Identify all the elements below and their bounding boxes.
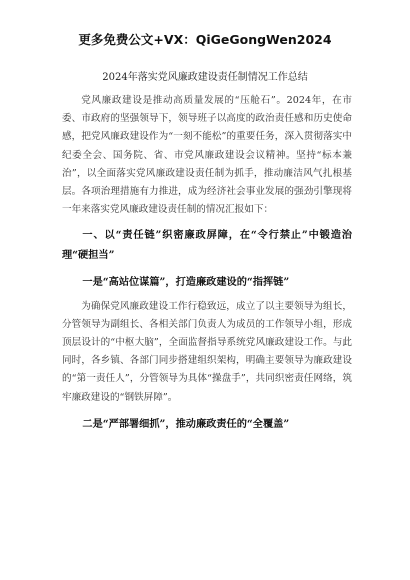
body-paragraph-1: 为确保党风廉政建设工作行稳致远，成立了以主要领导为组长，分管领导为副组长、各相关部门负责人为成员的工作领导小组，形成顶层设计的“中枢大脑”，全面监督指导系统党风廉政建设工作。与此同时，各乡镇、各部门同步搭建组织架构，明确主要领导为廉政建设的“第一责任人”，分管领导为具体“操盘手”，共同织密责任网络，筑牢廉政建设的“钢铁屏障”。 bbox=[62, 300, 352, 403]
subsection-heading-2: 二是“严部署细抓”，推动廉政责任的“全覆盖” bbox=[82, 417, 290, 430]
section-heading-1: 一、以“责任链”织密廉政屏障，在“令行禁止”中锻造治理“硬担当” bbox=[62, 229, 352, 262]
intro-paragraph: 党风廉政建设是推动高质量发展的“压舱石”。2024年，在市委、市政府的坚强领导下，领导班子以高度的政治责任感和历史使命感，把党风廉政建设作为“一刻不能松”的重要任务，深入贯彻落实中纪委全会、国务院、省、市党风廉政建设会议精神。坚持“标本兼治”，以全面落实党风廉政建设责任制为抓手，推动廉洁风气扎根基层。各项治理措施有力推进，成为经济社会事业发展的强劲引擎现将一年来落实党风廉政建设责任制的情况汇报如下： bbox=[62, 95, 352, 216]
subsection-heading-1: 一是“高站位谋篇”，打造廉政建设的“指挥链” bbox=[82, 276, 290, 289]
page-header: 更多免费公文+VX：QiGeGongWen2024 bbox=[78, 32, 332, 47]
document-title: 2024年落实党风廉政建设责任制情况工作总结 bbox=[102, 72, 308, 83]
document-body bbox=[62, 92, 352, 439]
